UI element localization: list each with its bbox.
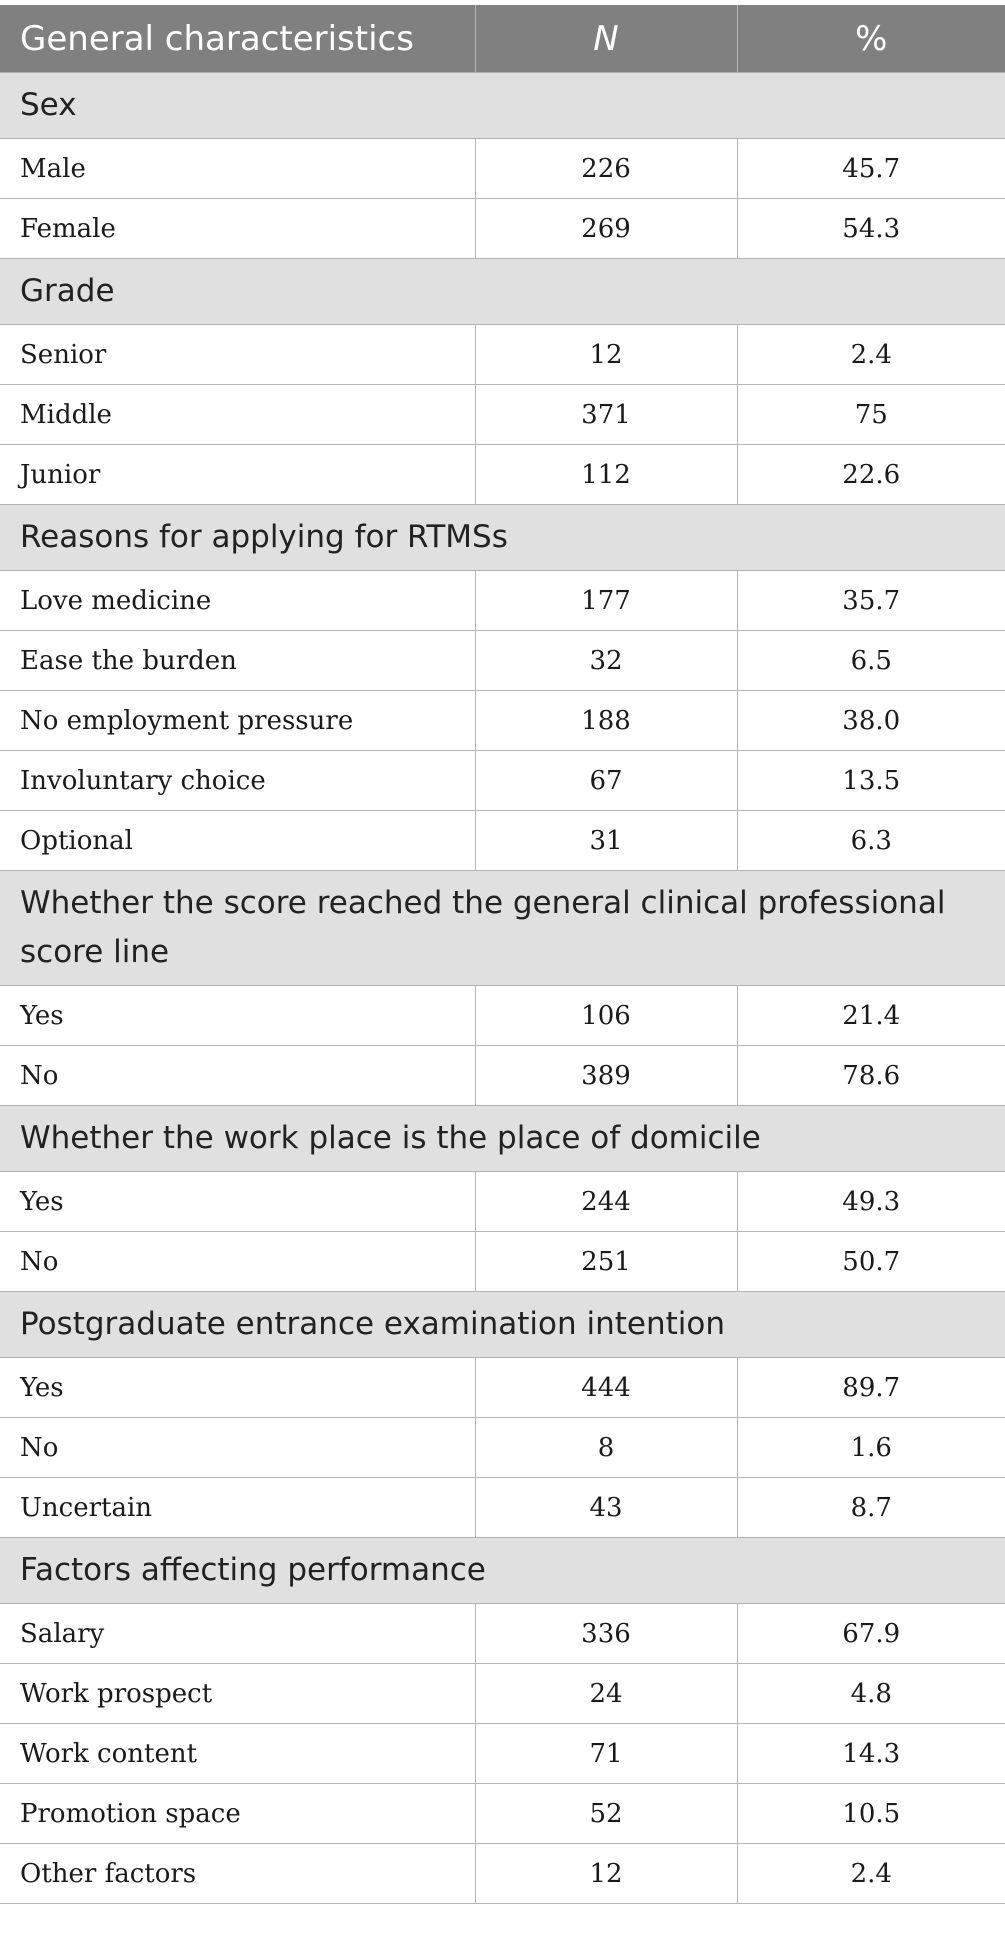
header-percent: %	[737, 5, 1005, 73]
section-row	[0, 1106, 1005, 1172]
row-n-cell: 32	[475, 631, 737, 691]
section-title-cell	[0, 1292, 1005, 1358]
row-label-cell: Promotion space	[0, 1784, 475, 1844]
row-percent-cell: 49.3	[737, 1172, 1005, 1232]
row-percent-cell: 6.3	[737, 811, 1005, 871]
section-row	[0, 1538, 1005, 1604]
row-n-cell: 336	[475, 1604, 737, 1664]
row-n-cell: 444	[475, 1358, 737, 1418]
row-n-cell: 12	[475, 1844, 737, 1904]
characteristics-table-container	[0, 5, 1005, 1904]
row-n-cell: 12	[475, 325, 737, 385]
row-n-cell: 112	[475, 445, 737, 505]
row-label-cell: No	[0, 1232, 475, 1292]
row-label-cell: Uncertain	[0, 1478, 475, 1538]
row-percent-cell: 50.7	[737, 1232, 1005, 1292]
section-title-cell	[0, 505, 1005, 571]
row-percent-cell: 13.5	[737, 751, 1005, 811]
row-n-cell: 389	[475, 1046, 737, 1106]
table-row	[0, 751, 1005, 811]
row-percent-cell: 14.3	[737, 1724, 1005, 1784]
row-n-cell: 8	[475, 1418, 737, 1478]
row-percent-cell: 4.8	[737, 1664, 1005, 1724]
section-title: Sex	[20, 87, 77, 123]
row-percent-cell: 21.4	[737, 986, 1005, 1046]
row-percent-cell: 22.6	[737, 445, 1005, 505]
row-percent-cell: 35.7	[737, 571, 1005, 631]
row-label-cell: No	[0, 1046, 475, 1106]
row-n-cell: 371	[475, 385, 737, 445]
row-label-cell: Middle	[0, 385, 475, 445]
table-row	[0, 199, 1005, 259]
section-row	[0, 73, 1005, 139]
row-n-cell: 67	[475, 751, 737, 811]
row-label-cell: Love medicine	[0, 571, 475, 631]
row-n-cell: 269	[475, 199, 737, 259]
header-n: N	[475, 5, 737, 73]
section-row	[0, 505, 1005, 571]
table-row	[0, 631, 1005, 691]
row-n-cell: 188	[475, 691, 737, 751]
row-percent-cell: 10.5	[737, 1784, 1005, 1844]
row-label-cell: Yes	[0, 1172, 475, 1232]
row-label-cell: No	[0, 1418, 475, 1478]
row-percent-cell: 54.3	[737, 199, 1005, 259]
row-percent-cell: 1.6	[737, 1418, 1005, 1478]
table-header	[0, 5, 1005, 73]
table-row	[0, 1784, 1005, 1844]
section-row	[0, 871, 1005, 986]
section-title-cell	[0, 1538, 1005, 1604]
row-label-cell: Other factors	[0, 1844, 475, 1904]
row-label-cell: Yes	[0, 986, 475, 1046]
table-row	[0, 385, 1005, 445]
table-row	[0, 1724, 1005, 1784]
row-percent-cell: 2.4	[737, 1844, 1005, 1904]
row-percent-cell: 78.6	[737, 1046, 1005, 1106]
row-label-cell: Junior	[0, 445, 475, 505]
section-row	[0, 1292, 1005, 1358]
table-row	[0, 1844, 1005, 1904]
section-title-cell	[0, 73, 1005, 139]
row-n-cell: 52	[475, 1784, 737, 1844]
section-title: Whether the work place is the place of domicile	[20, 1120, 761, 1156]
row-percent-cell: 89.7	[737, 1358, 1005, 1418]
row-n-cell: 24	[475, 1664, 737, 1724]
section-row	[0, 259, 1005, 325]
header-row	[0, 5, 1005, 73]
row-n-cell: 244	[475, 1172, 737, 1232]
table-row	[0, 571, 1005, 631]
row-n-cell: 71	[475, 1724, 737, 1784]
section-title-cell	[0, 871, 1005, 986]
table-row	[0, 1232, 1005, 1292]
row-label-cell: Optional	[0, 811, 475, 871]
row-n-cell: 177	[475, 571, 737, 631]
table-body	[0, 73, 1005, 1904]
table-row	[0, 325, 1005, 385]
table-row	[0, 1358, 1005, 1418]
row-percent-cell: 2.4	[737, 325, 1005, 385]
row-percent-cell: 45.7	[737, 139, 1005, 199]
table-row	[0, 811, 1005, 871]
section-title: Reasons for applying for RTMSs	[20, 519, 508, 555]
row-label-cell: Male	[0, 139, 475, 199]
table-row	[0, 1172, 1005, 1232]
row-label-cell: Yes	[0, 1358, 475, 1418]
row-label-cell: Work prospect	[0, 1664, 475, 1724]
section-title-cell	[0, 259, 1005, 325]
section-title: Factors affecting performance	[20, 1552, 486, 1588]
characteristics-table	[0, 5, 1005, 1904]
row-label-cell: Salary	[0, 1604, 475, 1664]
row-label-cell: Work content	[0, 1724, 475, 1784]
row-n-cell: 106	[475, 986, 737, 1046]
row-n-cell: 31	[475, 811, 737, 871]
row-label-cell: Involuntary choice	[0, 751, 475, 811]
row-label-cell: No employment pressure	[0, 691, 475, 751]
table-row	[0, 1046, 1005, 1106]
row-n-cell: 251	[475, 1232, 737, 1292]
section-title: Grade	[20, 273, 115, 309]
table-row	[0, 139, 1005, 199]
section-title-cell	[0, 1106, 1005, 1172]
row-n-cell: 43	[475, 1478, 737, 1538]
table-row	[0, 1604, 1005, 1664]
row-n-cell: 226	[475, 139, 737, 199]
row-label-cell: Senior	[0, 325, 475, 385]
table-row	[0, 1478, 1005, 1538]
table-row	[0, 986, 1005, 1046]
table-row	[0, 691, 1005, 751]
table-row	[0, 1418, 1005, 1478]
row-percent-cell: 75	[737, 385, 1005, 445]
row-label-cell: Ease the burden	[0, 631, 475, 691]
table-row	[0, 445, 1005, 505]
row-percent-cell: 38.0	[737, 691, 1005, 751]
section-title: Postgraduate entrance examination intention	[20, 1306, 725, 1342]
row-percent-cell: 6.5	[737, 631, 1005, 691]
section-title: Whether the score reached the general clinical professional score line	[20, 885, 946, 970]
row-percent-cell: 67.9	[737, 1604, 1005, 1664]
row-label-cell: Female	[0, 199, 475, 259]
header-general-characteristics: General characteristics	[0, 5, 475, 73]
table-row	[0, 1664, 1005, 1724]
row-percent-cell: 8.7	[737, 1478, 1005, 1538]
